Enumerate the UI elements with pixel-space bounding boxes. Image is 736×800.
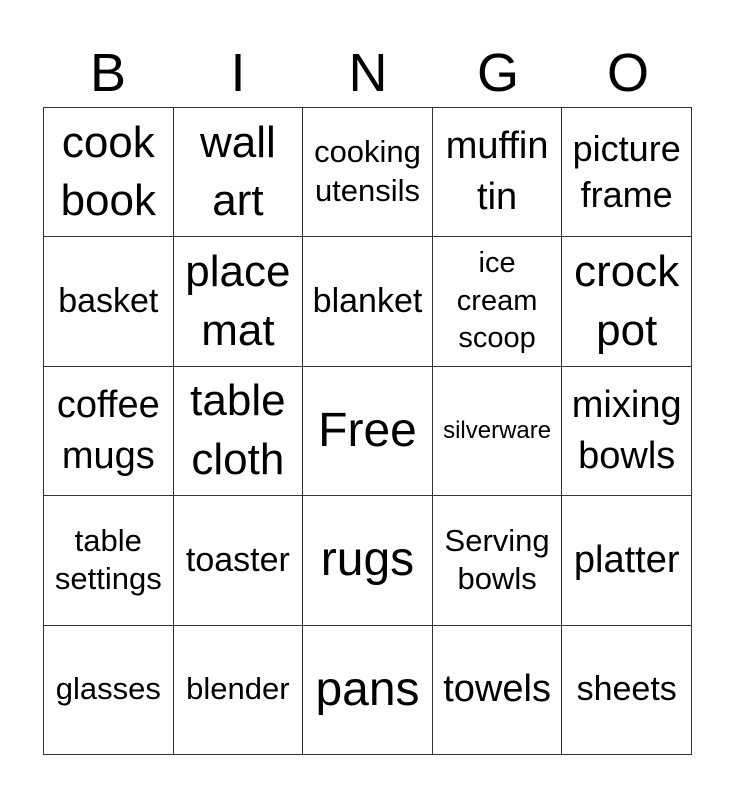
bingo-cell[interactable]: muffin tin xyxy=(433,108,563,237)
bingo-cell[interactable]: table settings xyxy=(44,496,174,625)
bingo-cell[interactable]: sheets xyxy=(562,626,692,755)
bingo-cell[interactable]: ice cream scoop xyxy=(433,237,563,366)
bingo-cell[interactable]: picture frame xyxy=(562,108,692,237)
bingo-board xyxy=(43,107,692,755)
bingo-cell[interactable]: blender xyxy=(174,626,304,755)
bingo-cell[interactable]: towels xyxy=(433,626,563,755)
free-space[interactable]: Free xyxy=(303,367,433,496)
bingo-cell[interactable]: toaster xyxy=(174,496,304,625)
bingo-cell[interactable]: basket xyxy=(44,237,174,366)
header-letter-o: O xyxy=(606,43,649,103)
bingo-cell[interactable]: cook book xyxy=(44,108,174,237)
bingo-cell[interactable]: mixing bowls xyxy=(562,367,692,496)
bingo-cell[interactable]: platter xyxy=(562,496,692,625)
bingo-cell[interactable]: place mat xyxy=(174,237,304,366)
bingo-cell[interactable]: silverware xyxy=(433,367,563,496)
bingo-cell[interactable]: table cloth xyxy=(174,367,304,496)
bingo-cell[interactable]: cooking utensils xyxy=(303,108,433,237)
header-letter-n: N xyxy=(348,43,388,103)
bingo-cell[interactable]: crock pot xyxy=(562,237,692,366)
bingo-cell[interactable]: glasses xyxy=(44,626,174,755)
bingo-cell[interactable]: rugs xyxy=(303,496,433,625)
bingo-cell[interactable]: coffee mugs xyxy=(44,367,174,496)
header-letter-i: I xyxy=(230,43,246,103)
header-letter-b: B xyxy=(89,43,127,103)
bingo-cell[interactable]: pans xyxy=(303,626,433,755)
bingo-cell[interactable]: blanket xyxy=(303,237,433,366)
bingo-cell[interactable]: wall art xyxy=(174,108,304,237)
bingo-header xyxy=(43,40,693,106)
bingo-cell[interactable]: Serving bowls xyxy=(433,496,563,625)
header-letter-g: G xyxy=(476,43,519,103)
